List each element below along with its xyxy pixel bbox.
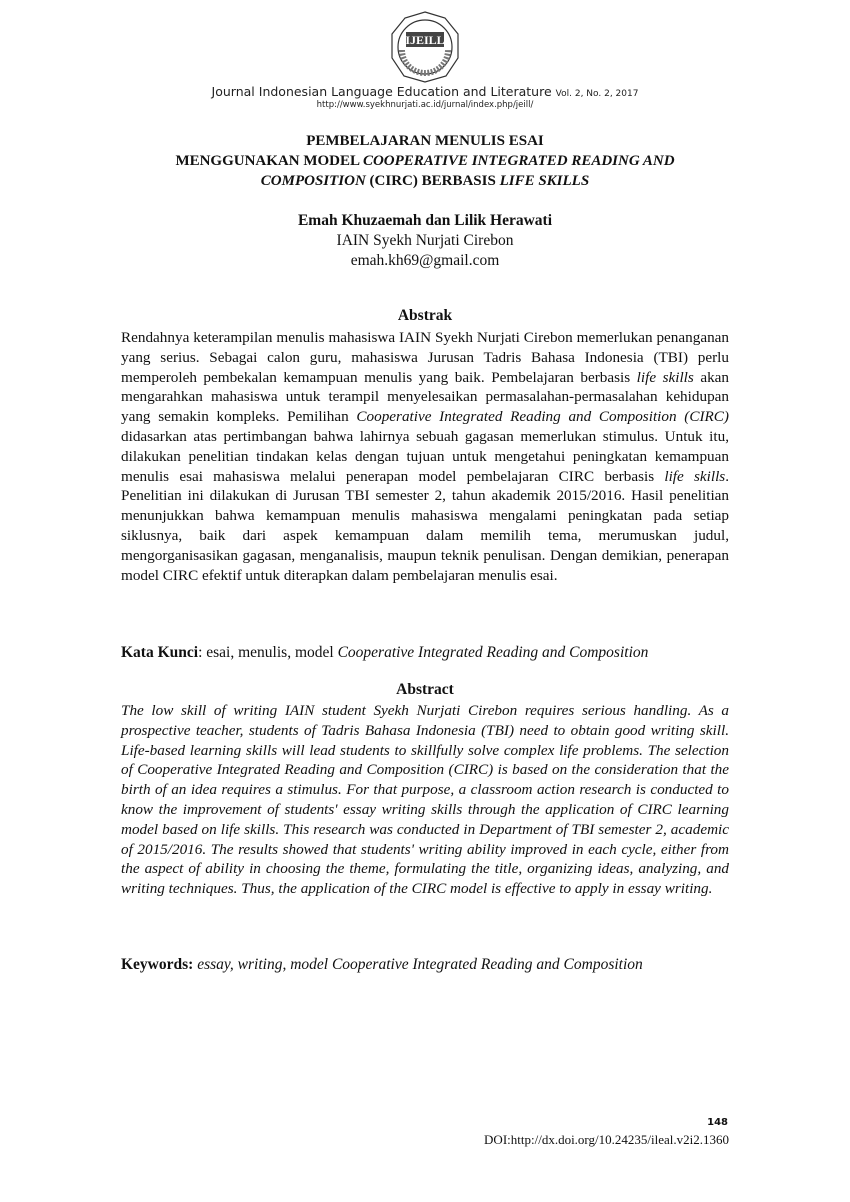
journal-header — [0, 84, 850, 99]
author-block — [0, 211, 850, 271]
kata-kunci: Kata Kunci: esai, menulis, model Cooperative Integrated Reading and Composition — [121, 644, 649, 661]
doi-link[interactable]: DOI:http://dx.doi.org/10.24235/ileal.v2i2.1360 — [484, 1132, 729, 1147]
abstrak-text: Rendahnya keterampilan menulis mahasiswa IAIN Syekh Nurjati Cirebon memerlukan penanganan yang serius. Sebagai calon guru, mahasiswa Jurusan Tadris Bahasa Indonesia (TBI) perlu memperoleh pembekalan kemampuan menulis yang baik. Pembelajaran berbasis life skills akan mengarahkan mahasiswa untuk terampil menyelesaikan permasalahan-permasalahan kehidupan yang semakin kompleks. Pemilihan Cooperative Integrated Reading and Composition (CIRC) didasarkan atas pertimbangan bahwa lahirnya sebuah gagasan memerlukan stimulus. Untuk itu, dilakukan penelitian tindakan kelas dengan tujuan untuk mengetahui peningkatan kemampuan menulis esai mahasiswa melalui penerapan model pembelajaran CIRC berbasis life skills. Penelitian ini dilakukan di Jurusan TBI semester 2, tahun akademik 2015/2016. Hasil penelitian menunjukkan bahwa kemampuan menulis mahasiswa mengalami peningkatan pada setiap siklusnya, baik dari aspek kemampuan dalam memilih tema, merumuskan judul, mengorganisasikan gagasan, menganalisis, maupun teknik penulisan. Dengan demikian, penerapan model CIRC efektif untuk diterapkan dalam pembelajaran menulis esai. — [121, 329, 730, 584]
abstrak-heading: Abstrak — [397, 307, 453, 324]
title-line-2: MENGGUNAKAN MODEL COOPERATIVE INTEGRATED READING AND — [175, 153, 675, 169]
paper-title — [110, 131, 740, 191]
journal-url[interactable]: http://www.syekhnurjati.ac.id/jurnal/index.php/jeill/ — [316, 100, 534, 110]
logo-text: IJEILL — [405, 33, 445, 47]
abstract-heading: Abstract — [396, 681, 454, 698]
title-line-1: PEMBELAJARAN MENULIS ESAI — [306, 133, 544, 149]
journal-volume: Vol. 2, No. 2, 2017 — [555, 89, 639, 99]
title-line-3: COMPOSITION (CIRC) BERBASIS LIFE SKILLS — [260, 173, 590, 189]
journal-logo-icon — [388, 10, 462, 84]
abstract-text: The low skill of writing IAIN student Syekh Nurjati Cirebon requires serious handling. As a prospective teacher, students of Tadris Bahasa Indonesia (TBI) need to obtain good writing skill. Life-based learning skills will lead students to skillfully solve complex life problems. The selection of Cooperative Integrated Reading and Composition (CIRC) is based on the consideration that the birth of an idea requires a stimulus. For that purpose, a classroom action research is conducted to know the improvement of students' essay writing skills through the application of CIRC learning model based on life skills. This research was conducted in Department of TBI semester 2, academic of 2015/2016. The results showed that students' writing ability improved in each cycle, either from the aspect of ability in choosing the theme, formulating the title, organizing ideas, analyzing, and writing techniques. Thus, the application of the CIRC model is effective to apply in essay writing. — [121, 702, 729, 898]
keywords: Keywords: essay, writing, model Cooperative Integrated Reading and Composition — [121, 956, 643, 973]
page-number: 148 — [707, 1117, 728, 1128]
author-names: Emah Khuzaemah dan Lilik Herawati — [297, 212, 553, 229]
journal-name: Journal Indonesian Language Education and Literature — [211, 84, 552, 99]
author-affiliation: IAIN Syekh Nurjati Cirebon — [336, 232, 514, 249]
author-email[interactable]: emah.kh69@gmail.com — [350, 252, 500, 269]
